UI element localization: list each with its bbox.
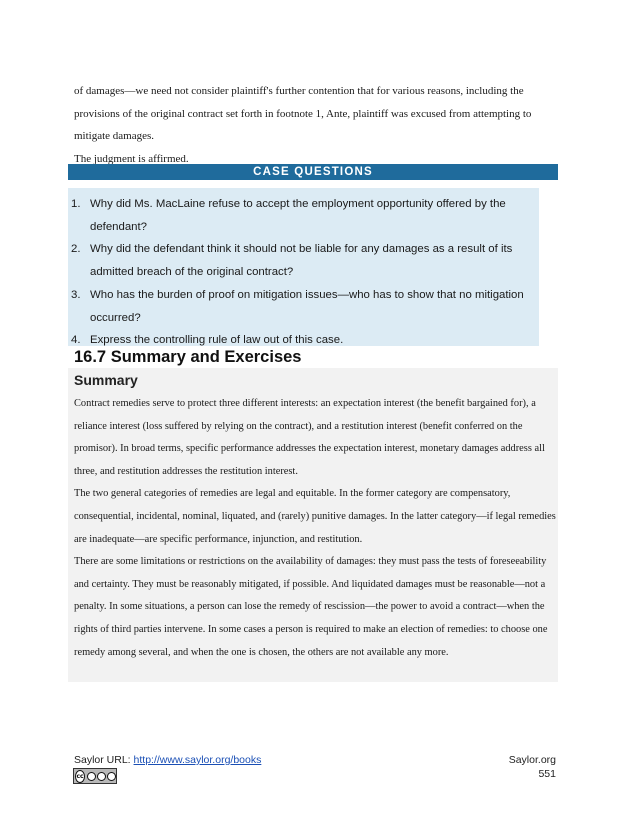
section-title: 16.7 Summary and Exercises — [74, 348, 302, 366]
footer-url — [74, 753, 261, 767]
list-item-number: 3. — [71, 288, 81, 301]
case-questions-header: CASE QUESTIONS — [68, 164, 558, 180]
list-item-text: Who has the burden of proof on mitigation issues—who has to show that no mitigation occurred? — [90, 288, 524, 324]
noncommercial-icon — [97, 772, 106, 781]
list-item-number: 2. — [71, 243, 81, 256]
list-item — [68, 284, 539, 329]
footer-page-info — [509, 753, 556, 781]
list-item — [68, 193, 539, 238]
summary-paragraph: Contract remedies serve to protect three different interests: an expectation interest (the benefit bargained for), a reliance interest (loss suffered by relying on the contract), and a restitution interest (benefit conferred on the promisor). In broad terms, specific performance addresses the expectation interest, monetary damages address all three, and restitution addresses the restitution interest. — [74, 398, 545, 477]
list-item-text: Why did Ms. MacLaine refuse to accept the employment opportunity offered by the defendant? — [90, 198, 506, 233]
summary-heading: Summary — [74, 372, 138, 388]
list-item-text: Why did the defendant think it should not be liable for any damages as a result of its admitted breach of the original contract? — [90, 243, 513, 279]
footer-url-link[interactable]: http://www.saylor.org/books — [133, 754, 262, 766]
cc-circle-icon: cc — [75, 770, 85, 783]
intro-paragraph: The judgment is affirmed. — [74, 152, 189, 165]
case-questions-list — [68, 193, 539, 352]
intro-paragraph: of damages—we need not consider plaintiff's further contention that for various reasons, including the provisions of the original contract set forth in footnote 1, Ante, plaintiff was excused from attempting to mitigate damages. — [74, 85, 532, 142]
attribution-icon — [87, 772, 96, 781]
case-questions-box — [68, 188, 539, 346]
license-terms-icons — [87, 772, 116, 781]
page-number: 551 — [538, 768, 556, 780]
list-item-text: Express the controlling rule of law out of this case. — [90, 334, 344, 347]
summary-text — [74, 393, 556, 664]
list-item-number: 4. — [71, 334, 81, 347]
summary-paragraph: There are some limitations or restrictions on the availability of damages: they must pass the tests of foreseeability and certainty. They must be reasonably mitigated, if possible. And liquidated damages must be reasonable—not a penalty. In some situations, a person can lose the remedy of rescission—the power to avoid a contract—when the rights of third parties intervene. In some cases a person is required to make an election of remedies: to choose one remedy among several, and when the one is chosen, the others are not available any more. — [74, 556, 548, 658]
summary-paragraph: The two general categories of remedies are legal and equitable. In the former category are compensatory, consequential, incidental, nominal, liquated, and (rarely) punitive damages. In the latter category—if legal remedies are inadequate—are specific performance, injunction, and restitution. — [74, 488, 556, 545]
sharealike-icon — [107, 772, 116, 781]
creative-commons-icon — [73, 768, 117, 784]
footer-site: Saylor.org — [508, 754, 556, 766]
summary-box — [68, 368, 558, 682]
list-item-number: 1. — [71, 198, 81, 210]
list-item — [68, 238, 539, 283]
footer-url-label: Saylor URL: — [74, 754, 134, 766]
intro-text — [74, 80, 558, 170]
